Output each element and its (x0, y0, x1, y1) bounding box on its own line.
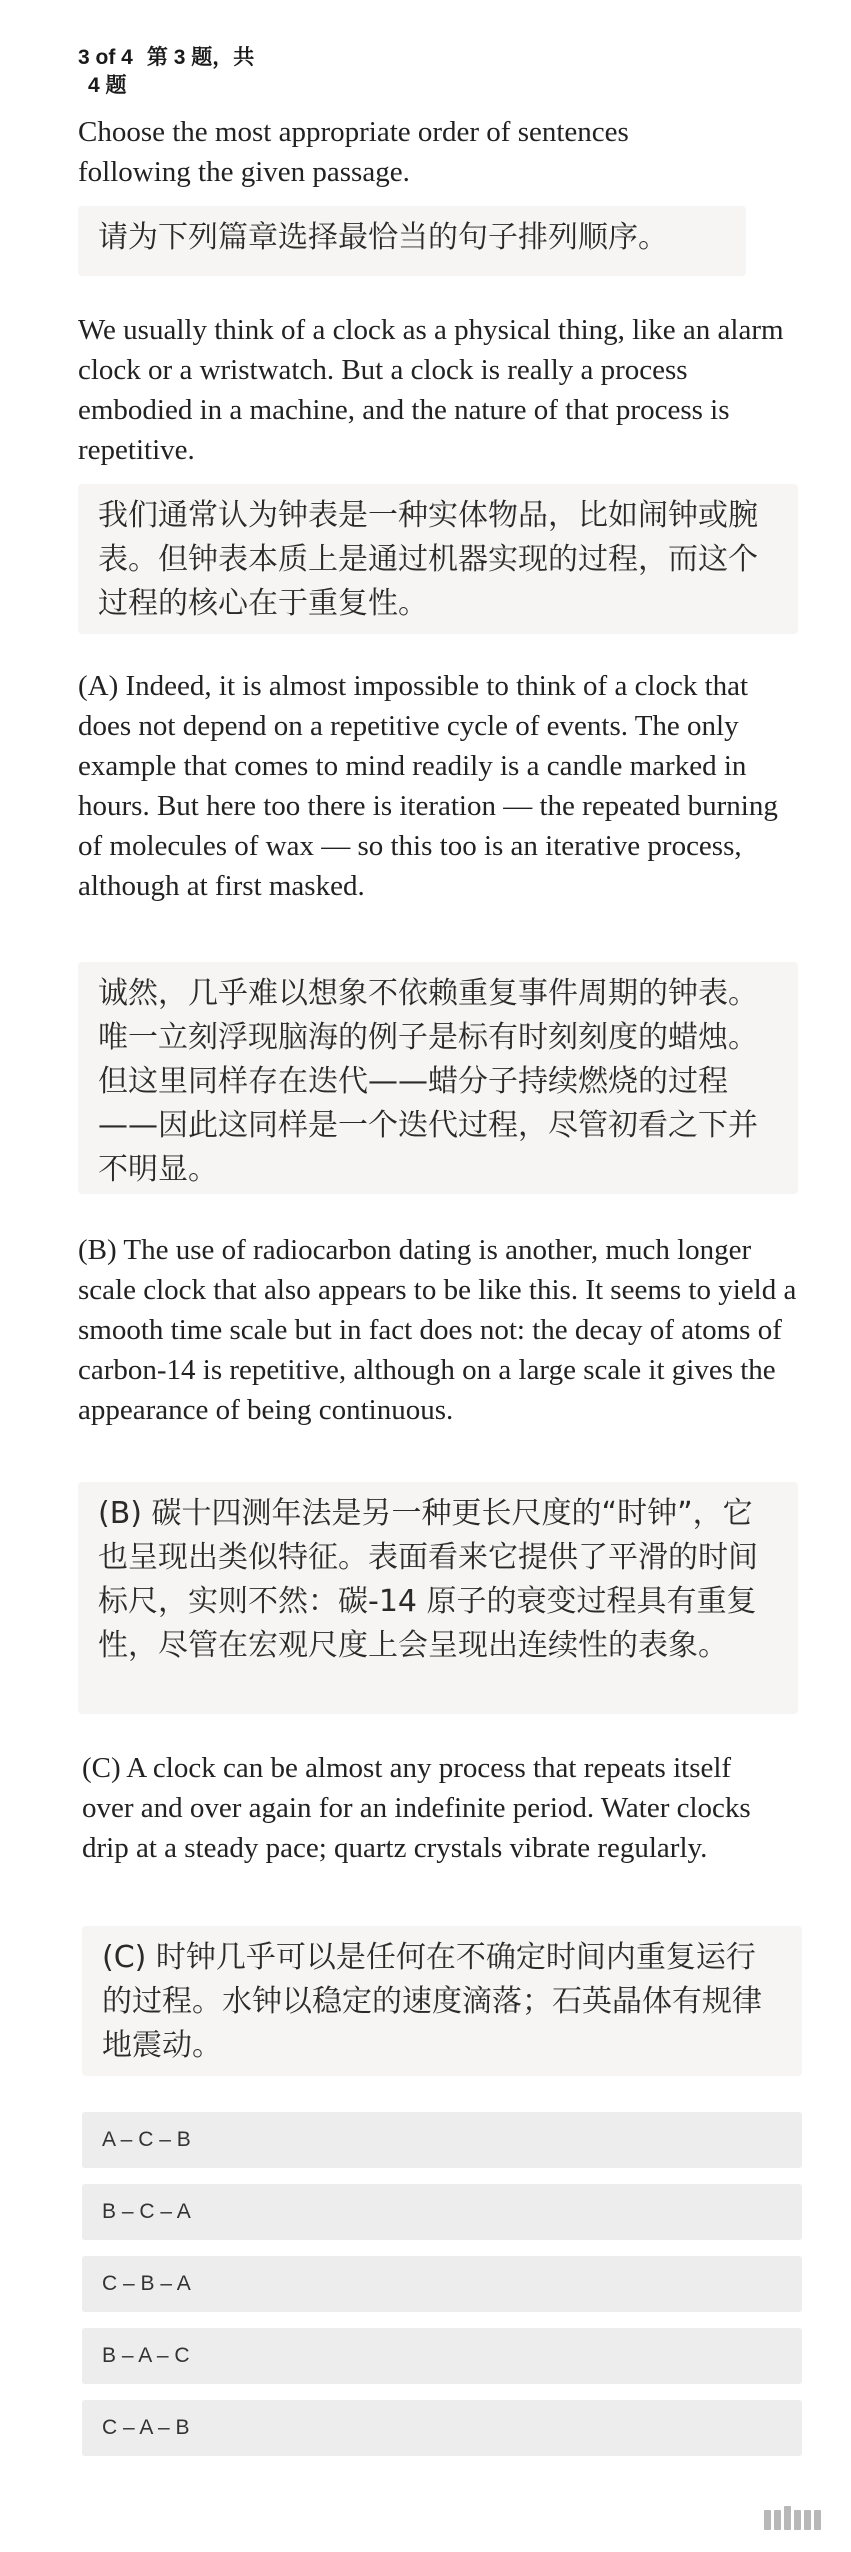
counter-en: 3 of 4 (78, 46, 133, 69)
sentence-b-en: (B) The use of radiocarbon dating is another, much longer scale clock that also appears to be like this. It seems to yield a smooth time scale but in fact does not: the decay of atoms of carbon-14 is repetitive, although on a large scale it gives the appearance of being continuous. (78, 1234, 797, 1426)
option-5-button[interactable]: C – A – B (82, 2400, 802, 2456)
sentence-c-zh: (C) 时钟几乎可以是任何在不确定时间内重复运行的过程。水钟以稳定的速度滴落；石英晶体有规律地震动。 (102, 1940, 762, 2063)
option-4-button[interactable]: B – A – C (82, 2328, 802, 2384)
counter-zh-total: 4 题 (88, 74, 127, 97)
sentence-a-en: (A) Indeed, it is almost impossible to think of a clock that does not depend on a repetitive cycle of events. The only example that comes to mind readily is a candle marked in hours. But here too there is iteration — the repeated burning of molecules of wax — so this too is an iterative process, although at first masked. (78, 670, 778, 902)
instruction-zh-box (78, 206, 746, 276)
toolbar-icon (764, 2510, 821, 2530)
sentence-c-en: (C) A clock can be almost any process that repeats itself over and over again for an indefinite period. Water clocks drip at a steady pace; quartz crystals vibrate regularly. (82, 1752, 751, 1864)
instruction-en: Choose the most appropriate order of sentences following the given passage. (78, 116, 629, 188)
question-counter (78, 44, 318, 100)
counter-zh: 第 3 题，共 (146, 46, 255, 69)
toolbar-bar-icon (774, 2510, 781, 2530)
sentence-c-zh-box (82, 1926, 802, 2076)
toolbar-bar-icon (764, 2510, 771, 2530)
option-1-button[interactable]: A – C – B (82, 2112, 802, 2168)
sentence-b-zh-box (78, 1482, 798, 1714)
sentence-a-zh-box (78, 962, 798, 1194)
option-3-button[interactable]: C – B – A (82, 2256, 802, 2312)
passage-zh: 我们通常认为钟表是一种实体物品，比如闹钟或腕表。但钟表本质上是通过机器实现的过程，而这个过程的核心在于重复性。 (98, 498, 758, 621)
option-2-button[interactable]: B – C – A (82, 2184, 802, 2240)
sentence-a-zh: 诚然，几乎难以想象不依赖重复事件周期的钟表。唯一立刻浮现脑海的例子是标有时刻刻度的蜡烛。但这里同样存在迭代——蜡分子持续燃烧的过程——因此这同样是一个迭代过程，尽管初看之下并不明显。 (98, 976, 758, 1187)
instruction-zh: 请为下列篇章选择最恰当的句子排列顺序。 (98, 220, 668, 255)
toolbar-bar-icon (794, 2510, 801, 2530)
toolbar-bar-icon (784, 2506, 791, 2530)
passage-zh-box (78, 484, 798, 634)
sentence-b-zh: (B) 碳十四测年法是另一种更长尺度的“时钟”，它也呈现出类似特征。表面看来它提供了平滑的时间标尺，实则不然：碳-14 原子的衰变过程具有重复性，尽管在宏观尺度上会呈现出连续性的表象。 (98, 1496, 758, 1663)
toolbar-bar-icon (814, 2510, 821, 2530)
toolbar-bar-icon (804, 2510, 811, 2530)
passage-en: We usually think of a clock as a physical thing, like an alarm clock or a wristwatch. But a clock is really a process embodied in a machine, and the nature of that process is repetitive. (78, 314, 784, 466)
